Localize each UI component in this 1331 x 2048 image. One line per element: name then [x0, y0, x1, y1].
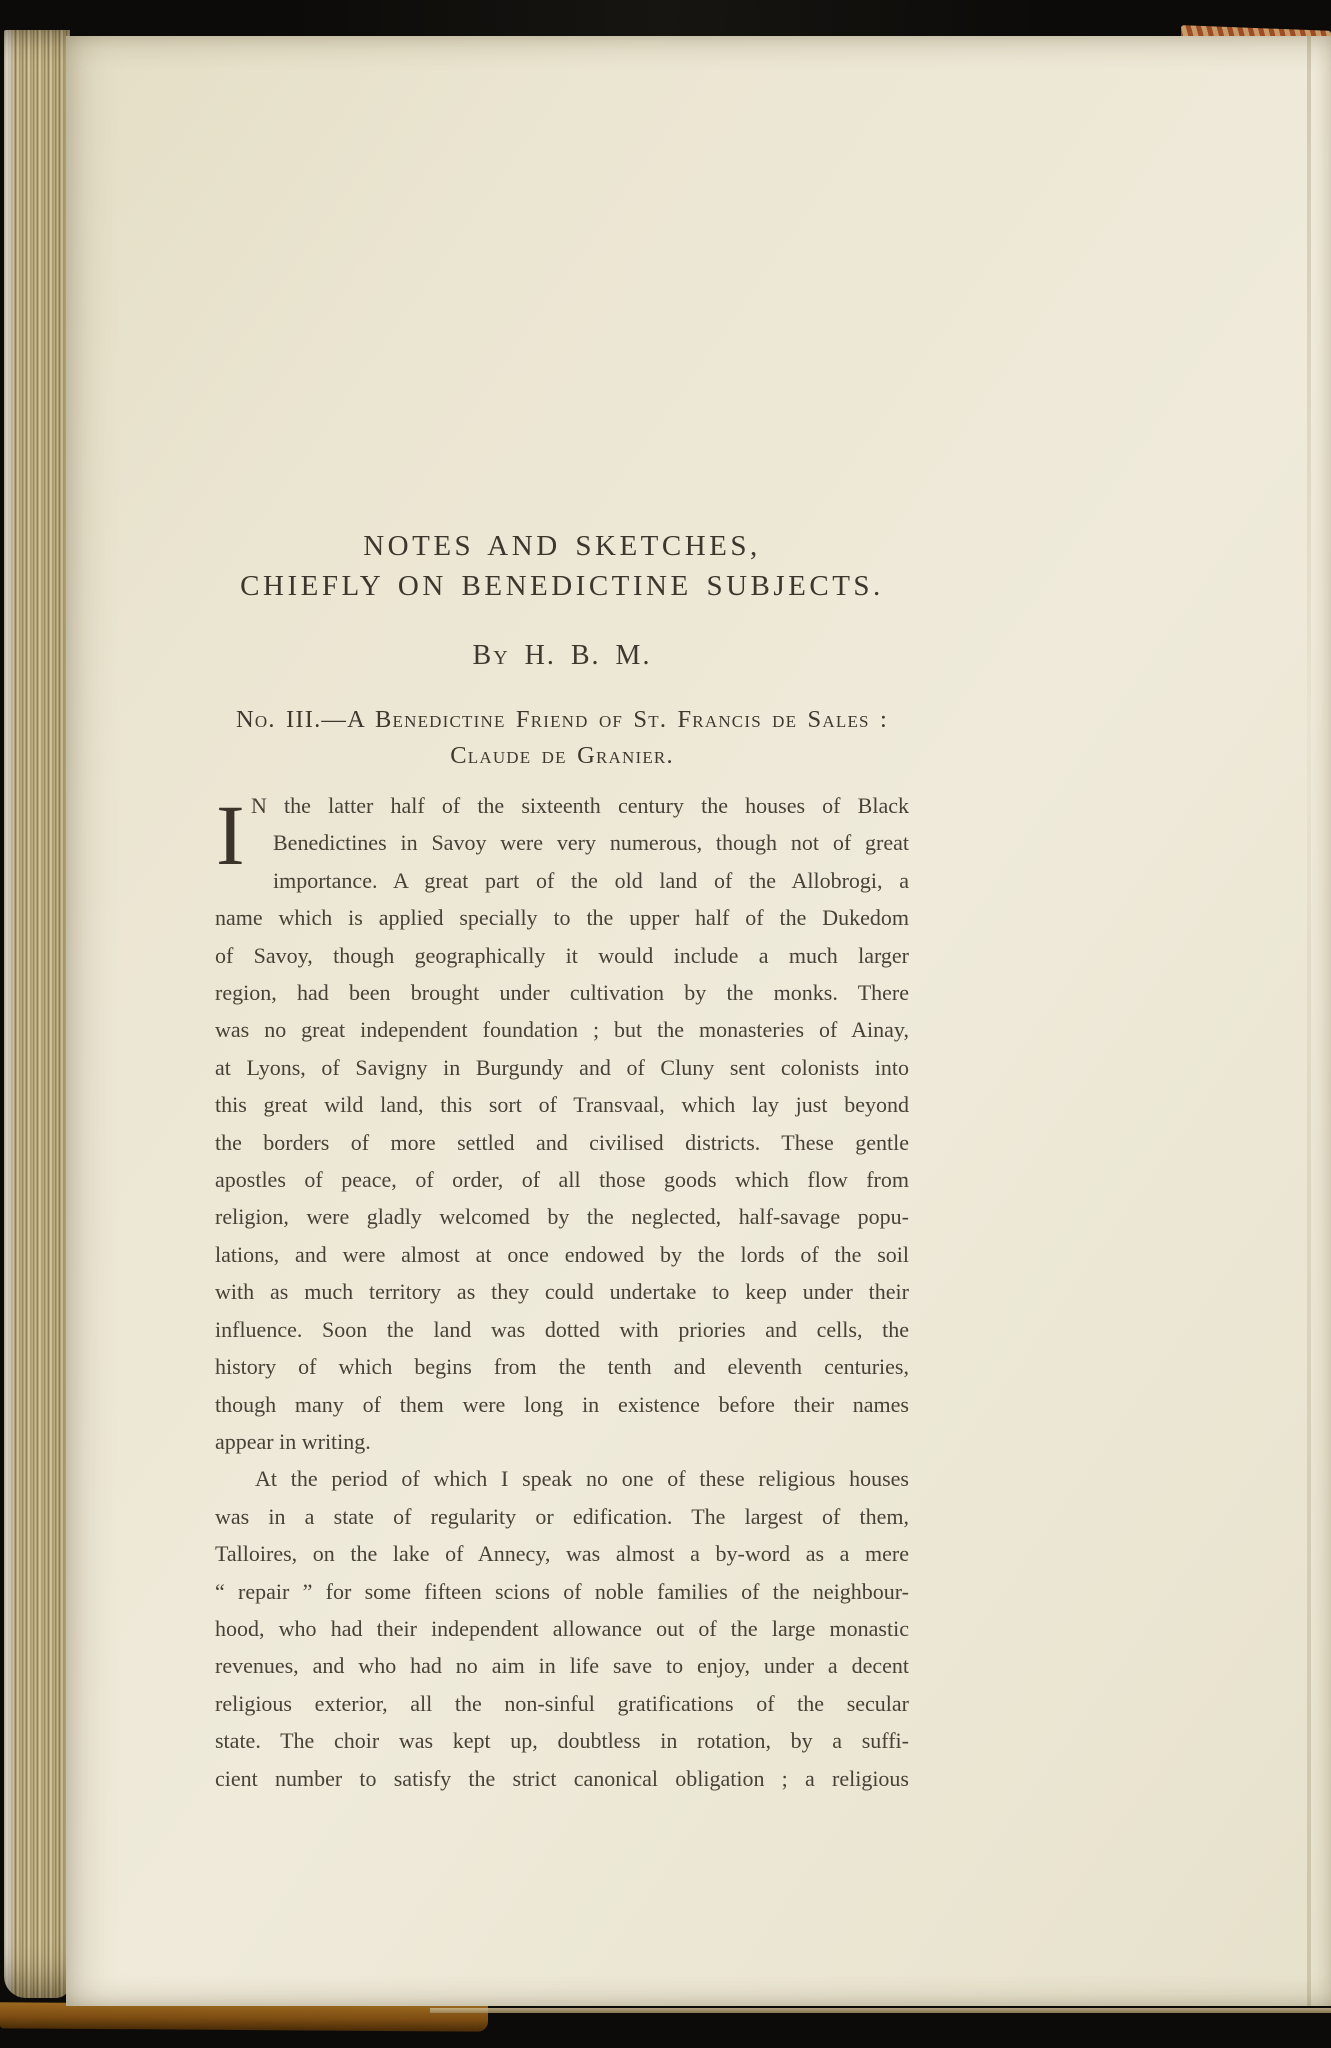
- byline: By H. B. M.: [472, 640, 652, 671]
- title-line-1: NOTES AND SKETCHES,: [363, 530, 761, 562]
- body-text: [215, 787, 909, 1797]
- page-content: [215, 526, 909, 1797]
- title-line-2: CHIEFLY ON BENEDICTINE SUBJECTS.: [240, 570, 884, 602]
- text-line: with as much territory as they could undertake to keep under their: [215, 1279, 909, 1305]
- text-line: was no great independent foundation ; but the monasteries of Ainay,: [215, 1017, 909, 1043]
- text-line: “ repair ” for some fifteen scions of noble families of the neighbour-: [215, 1578, 909, 1604]
- book-page: [66, 36, 1331, 2006]
- drop-cap: I: [216, 787, 245, 883]
- text-line: the borders of more settled and civilised districts. These gentle: [215, 1129, 909, 1155]
- text-line: At the period of which I speak no one of these religious houses: [255, 1466, 909, 1492]
- article-heading: [215, 702, 909, 774]
- text-line: influence. Soon the land was dotted with priories and cells, the: [215, 1316, 909, 1342]
- text-line: name which is applied specially to the upper half of the Dukedom: [215, 905, 909, 931]
- page-bottom-edge: [430, 2008, 1331, 2013]
- article-heading-line-2: Claude de Granier.: [450, 742, 674, 769]
- paragraph-2: [215, 1460, 909, 1797]
- text-line: region, had been brought under cultivation by the monks. There: [215, 980, 909, 1006]
- text-line: lations, and were almost at once endowed by the lords of the soil: [215, 1241, 909, 1267]
- text-line: appear in writing.: [215, 1428, 371, 1454]
- book-leaf-edges: [4, 30, 70, 1998]
- book-cover-edge: [0, 2002, 488, 2031]
- text-line: revenues, and who had no aim in life save to enjoy, under a decent: [215, 1653, 909, 1679]
- text-line: hood, who had their independent allowance out of the large monastic: [215, 1615, 909, 1641]
- text-line: though many of them were long in existence before their names: [215, 1391, 909, 1417]
- text-line: religion, were gladly welcomed by the neglected, half-savage popu-: [215, 1204, 909, 1230]
- text-line: history of which begins from the tenth and eleventh centuries,: [215, 1354, 909, 1380]
- text-line: N the latter half of the sixteenth century the houses of Black: [251, 793, 909, 818]
- text-line: this great wild land, this sort of Transvaal, which lay just beyond: [215, 1092, 909, 1118]
- text-line: importance. A great part of the old land of the Allobrogi, a: [273, 867, 909, 893]
- text-line: cient number to satisfy the strict canonical obligation ; a religious: [215, 1765, 909, 1791]
- text-line: apostles of peace, of order, of all those goods which flow from: [215, 1167, 909, 1193]
- text-line: at Lyons, of Savigny in Burgundy and of Cluny sent colonists into: [215, 1054, 909, 1080]
- paragraph-1: [215, 787, 909, 1460]
- text-line: state. The choir was kept up, doubtless in rotation, by a suffi-: [215, 1728, 909, 1754]
- article-heading-line-1: No. III.—A Benedictine Friend of St. Francis de Sales :: [235, 706, 889, 733]
- text-line: of Savoy, though geographically it would include a much larger: [215, 942, 909, 968]
- text-line: religious exterior, all the non-sinful gratifications of the secular: [215, 1690, 909, 1716]
- text-line: was in a state of regularity or edification. The largest of them,: [215, 1503, 909, 1529]
- page-crease: [1307, 36, 1311, 2006]
- page-title: [215, 526, 909, 606]
- text-line: Talloires, on the lake of Annecy, was almost a by-word as a mere: [215, 1541, 909, 1567]
- text-line: Benedictines in Savoy were very numerous, though not of great: [273, 830, 909, 856]
